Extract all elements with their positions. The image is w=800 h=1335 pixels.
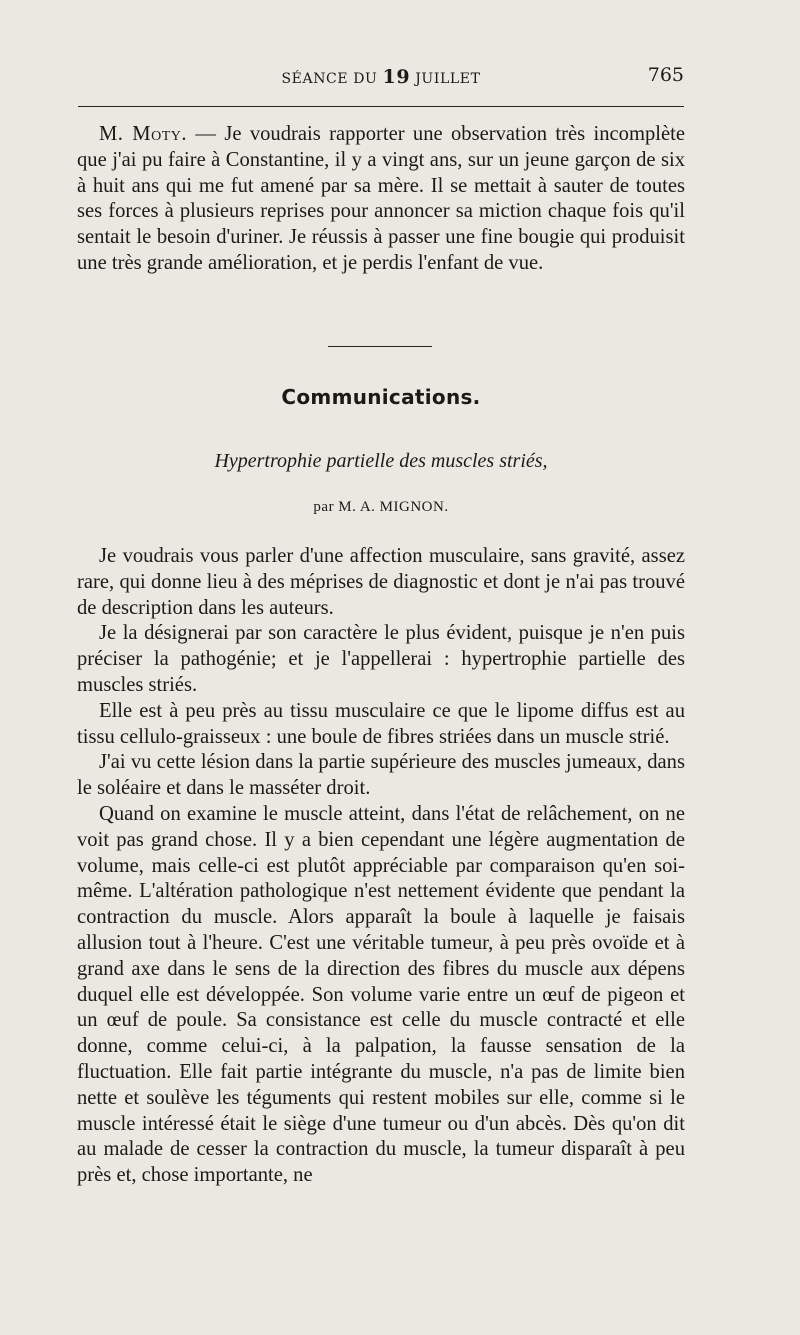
body-paragraph: Quand on examine le muscle atteint, dans l'état de relâchement, on ne voit pas grand chose. Il y a bien cependant une légère augmentation de volume, mais celle-ci est plutôt appréciable par comparaison qu'en soi-même. L'altération pathologique n'est nettement évidente que pendant la contraction du muscle. Alors apparaît la boule à laquelle je faisais allusion tout à l'heure. C'est une véritable tumeur, à peu près ovoïde et à grand axe dans le sens de la direction des fibres du muscle aux dépens duquel elle est développée. Son volume varie entre un œuf de pigeon et un œuf de poule. Sa consistance est celle du muscle contracté et elle donne, comme celui-ci, à la palpation, la fausse sensation de la fluctuation. Elle fait partie intégrante du muscle, n'a pas de limite bien nette et soulève les téguments qui restent mobiles sur elle, comme si le muscle intéressé était le siège d'une tumeur ou d'un abcès. Dès qu'on dit au malade de cesser la contraction du muscle, la tumeur disparaît à peu près et, chose importante, ne [77,802,685,1187]
body-paragraph: Je voudrais vous parler d'une affection musculaire, sans gravité, assez rare, qui donne lieu à des méprises de diagnostic et dont je n'ai pas trouvé de description dans les auteurs. [77,545,685,619]
running-title-prefix: SÉANCE DU [281,71,378,87]
article-byline: par M. A. MIGNON. [313,499,449,515]
running-title-date: 19 [382,66,411,88]
header-rule [78,106,684,107]
page-header [78,66,684,94]
discussion-text: — Je voudrais rapporter une observation très incomplète que j'ai pu faire à Constantine, il y a vingt ans, sur un jeune garçon de six à huit ans qui me fut amené par sa mère. Il se mettait à sauter de toutes ses forces à plusieurs reprises pour annoncer sa miction chaque fois qu'il sentait le besoin d'uriner. Je réussis à passer une fine bougie qui produisit une très grande amélioration, et je perdis l'enfant de vue. [77,123,685,274]
discussion-paragraph [77,122,685,277]
article-body [77,544,685,1189]
body-paragraph: J'ai vu cette lésion dans la partie supérieure des muscles jumeaux, dans le soléaire et dans le masséter droit. [77,751,685,800]
discussion-block [77,122,685,277]
section-heading: Communications. [281,385,481,409]
section-separator [328,346,432,347]
running-title [78,66,684,88]
speaker-name: M. Moty. [99,123,188,145]
article-title: Hypertrophie partielle des muscles striés, [214,450,548,472]
page-number: 765 [647,64,684,86]
body-paragraph: Elle est à peu près au tissu musculaire ce que le lipome diffus est au tissu cellulo-graisseux : une boule de fibres striées dans un muscle strié. [77,699,685,748]
running-title-month: JUILLET [415,71,481,87]
body-paragraph: Je la désignerai par son caractère le plus évident, puisque je n'en puis préciser la pathogénie; et je l'appellerai : hypertrophie partielle des muscles striés. [77,622,685,696]
